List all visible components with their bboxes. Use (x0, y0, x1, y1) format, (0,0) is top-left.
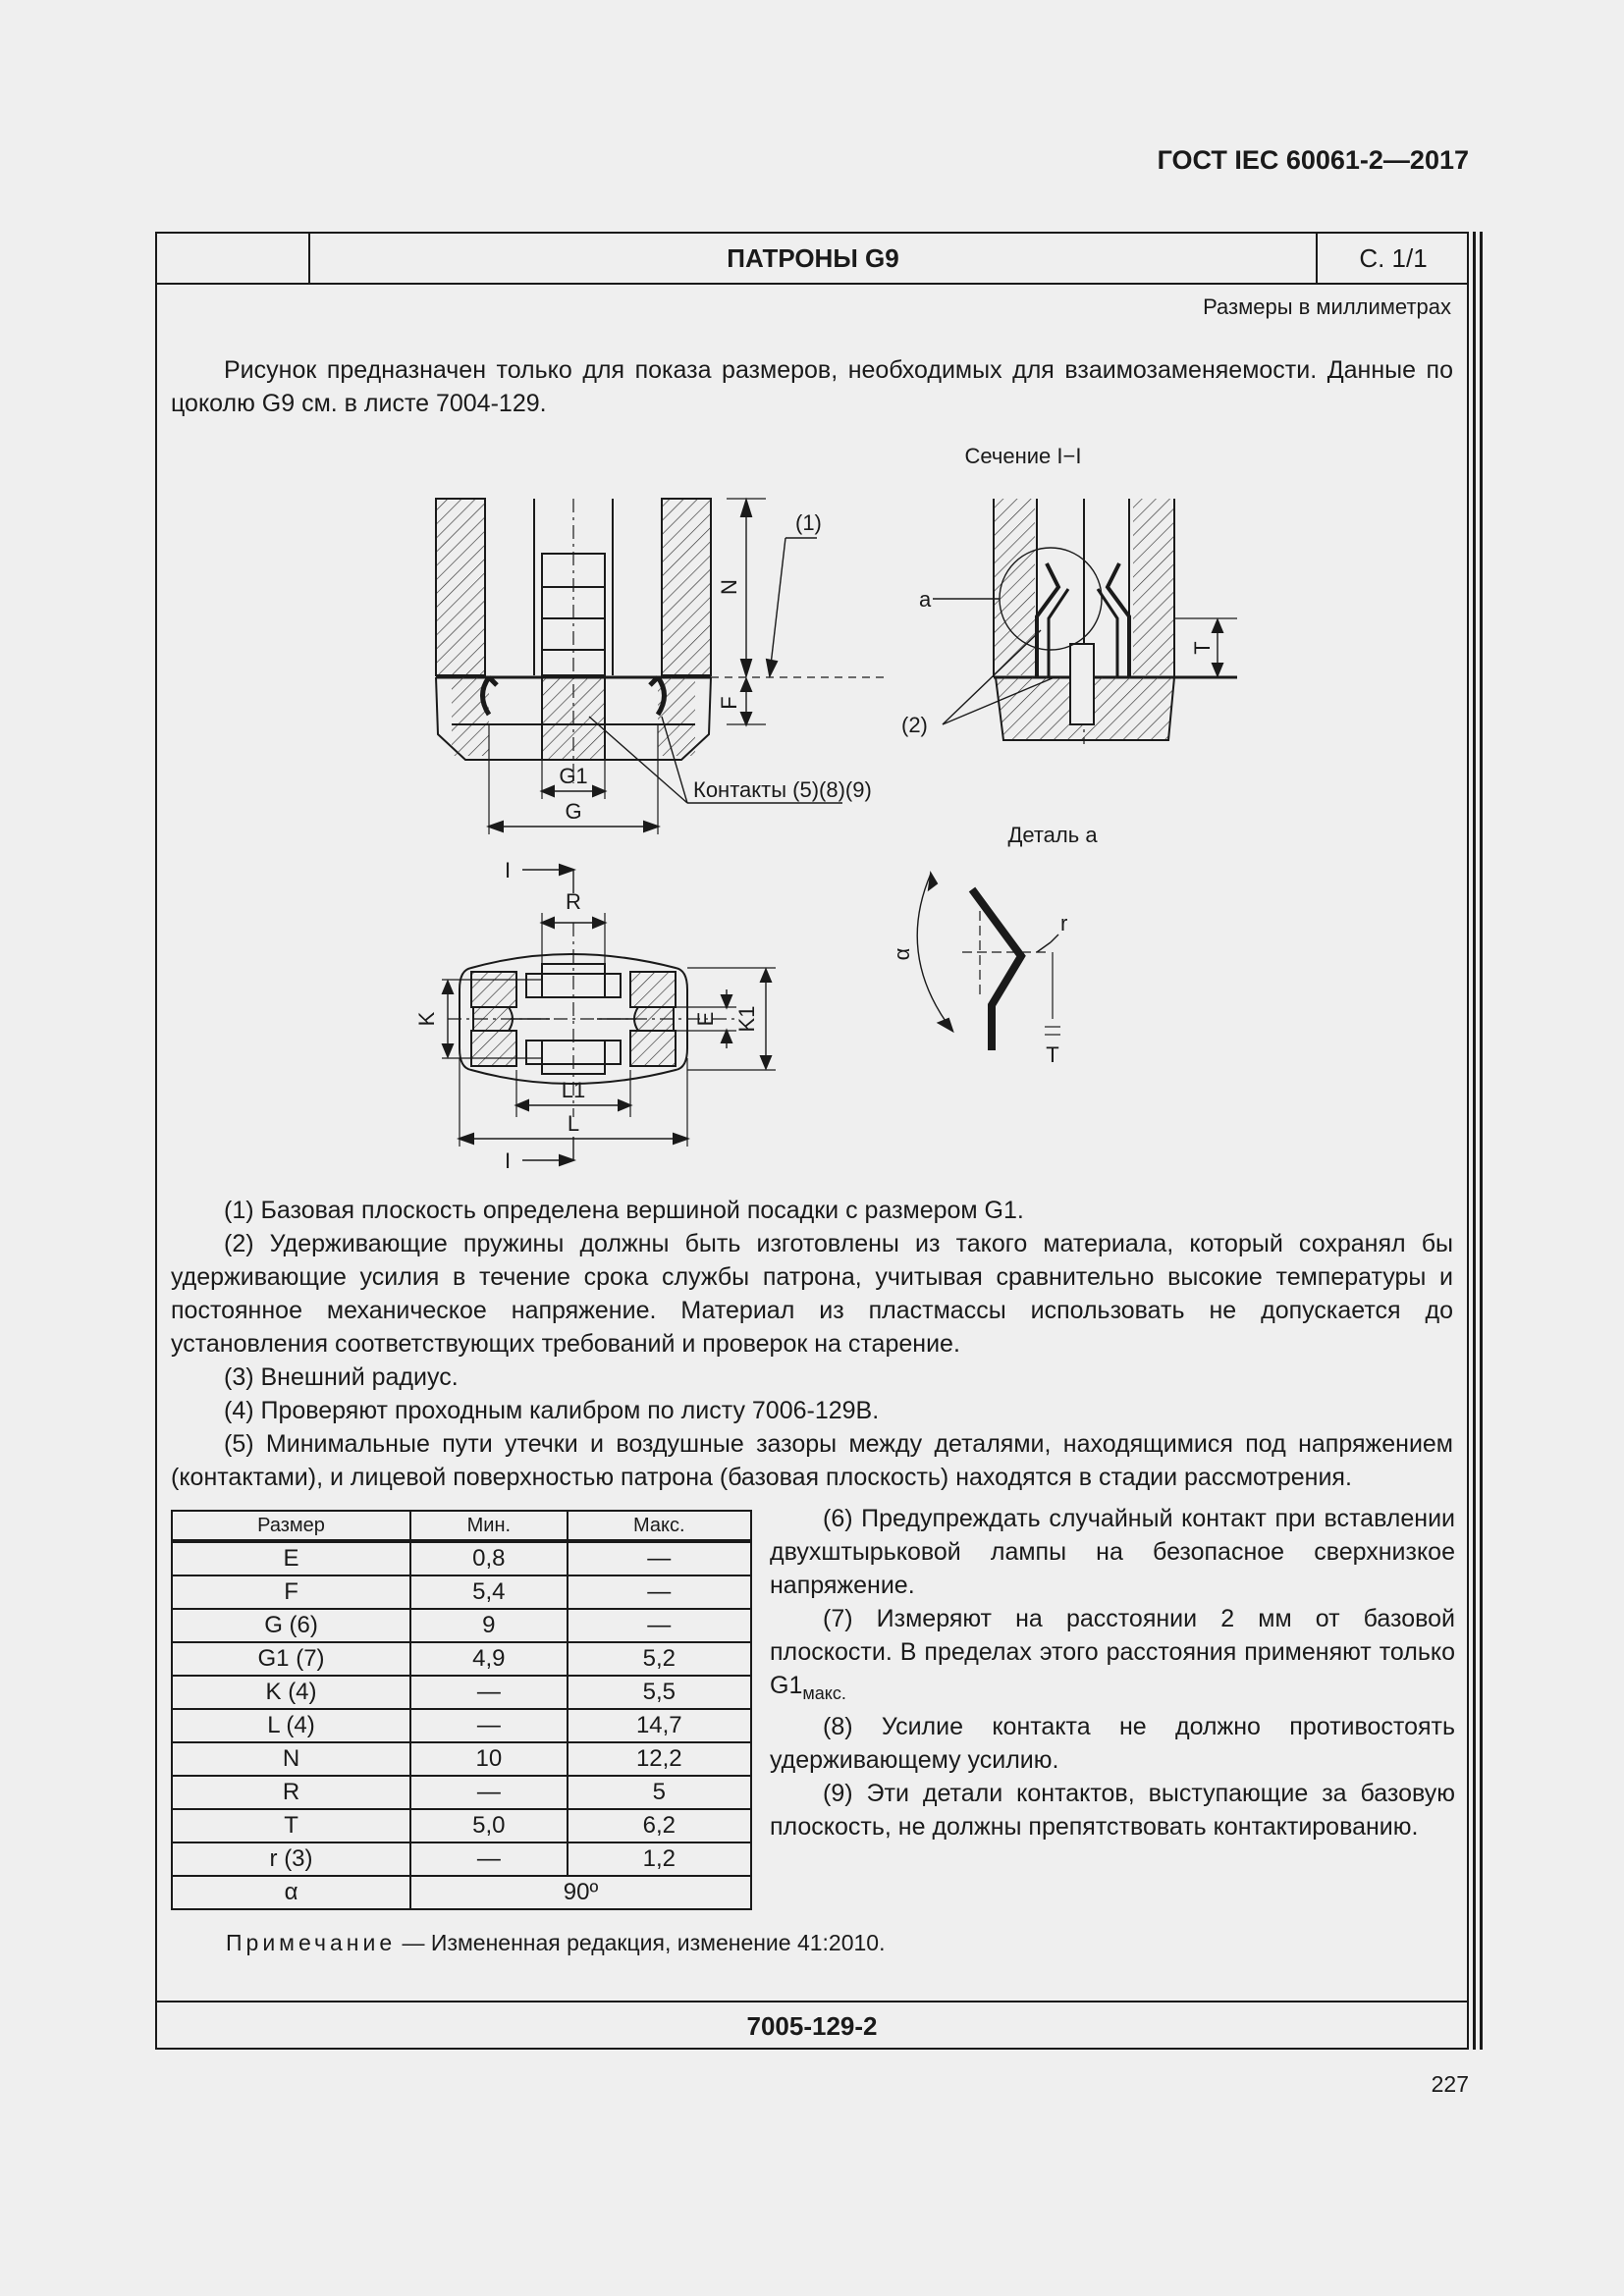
sheet-frame (155, 232, 1469, 2050)
detail-view (917, 874, 1060, 1050)
table-cell: 9 (410, 1609, 568, 1642)
intro-paragraph: Рисунок предназначен только для показа размеров, необходимых для взаимозаменяемости. Данные по цоколю G9 см. в листе 7004-129. (171, 356, 1453, 417)
table-cell: — (568, 1609, 751, 1642)
note-9: (9) Эти детали контактов, выступающие за базовую плоскость, не должны препятствовать контактированию. (770, 1780, 1455, 1841)
table-cell: R (172, 1776, 410, 1809)
table-cell: r (3) (172, 1842, 410, 1876)
note-5: (5) Минимальные пути утечки и воздушные зазоры между деталями, находящимися под напряжением (контактами), и лицевой поверхностью патрона (базовая плоскость) находятся в стадии рассмотрения. (171, 1430, 1453, 1491)
dim-label-F: F (717, 696, 741, 710)
dim-label-K1: K1 (734, 1005, 759, 1033)
table-row (172, 1575, 751, 1609)
dim-label-G: G (565, 799, 582, 824)
table-cell: — (410, 1676, 568, 1709)
table-row (172, 1842, 751, 1876)
dim-label-K: K (414, 1011, 439, 1027)
note-8: (8) Усилие контакта не должно противостоять удерживающему усилию. (770, 1713, 1455, 1774)
table-cell: L (4) (172, 1709, 410, 1742)
section-title: Сечение I−I (964, 444, 1082, 468)
footer-divider (157, 2001, 1467, 2002)
technical-drawing (157, 234, 1471, 1196)
ref-label-2: (2) (901, 713, 928, 737)
table-row (172, 1642, 751, 1676)
dim-label-G1: G1 (559, 764, 588, 788)
page-number: 227 (1431, 2071, 1469, 2097)
table-header-row (172, 1511, 751, 1541)
contacts-label: Контакты (5)(8)(9) (693, 777, 872, 802)
detail-label-T: T (1046, 1042, 1059, 1067)
section-view (933, 499, 1237, 744)
table-cell: 5 (568, 1776, 751, 1809)
note-7-subscript: макс. (802, 1683, 846, 1703)
note-7 (770, 1602, 1455, 1710)
sheet-title: ПАТРОНЫ G9 (310, 234, 1318, 283)
notes-block (171, 1194, 1453, 1494)
table-row (172, 1709, 751, 1742)
top-view (442, 865, 776, 1165)
table-header-cell: Мин. (410, 1511, 568, 1541)
note-4: (4) Проверяют проходным калибром по листу 7006-129B. (224, 1397, 880, 1424)
table-cell: — (410, 1776, 568, 1809)
table-cell: T (172, 1809, 410, 1842)
table-row (172, 1742, 751, 1776)
table-row (172, 1541, 751, 1575)
note-2: (2) Удерживающие пружины должны быть изготовлены из такого материала, который сохранял бы удерживающие усилия в течение срока службы патрона, учитывая сравнительно высокие температуры и постоянное механическое напряжение. Материал из пластмассы использовать не допускается до установления соответствующих требований и проверок на старение. (171, 1230, 1453, 1358)
detail-title: Деталь а (1007, 823, 1098, 847)
table-cell: E (172, 1541, 410, 1575)
table-cell: — (410, 1842, 568, 1876)
note-3: (3) Внешний радиус. (224, 1363, 459, 1391)
table-header-cell: Размер (172, 1511, 410, 1541)
table-cell: α (172, 1876, 410, 1909)
table-cell: 12,2 (568, 1742, 751, 1776)
table-row (172, 1609, 751, 1642)
table-cell: F (172, 1575, 410, 1609)
table-cell: 10 (410, 1742, 568, 1776)
table-cell: 5,4 (410, 1575, 568, 1609)
dim-label-L: L (567, 1111, 580, 1136)
right-notes-block (770, 1502, 1455, 1843)
table-cell: 5,2 (568, 1642, 751, 1676)
table-cell: 14,7 (568, 1709, 751, 1742)
units-note: Размеры в миллиметрах (1203, 294, 1451, 319)
dim-label-N: N (717, 579, 741, 595)
sheet-number: С. 1/1 (1359, 243, 1428, 273)
ref-label-1: (1) (795, 510, 822, 535)
detail-label-r: r (1060, 911, 1068, 935)
detail-ref-a: a (919, 587, 932, 612)
remark (226, 1930, 886, 1956)
detail-label-alpha: α (890, 947, 914, 961)
note-1: (1) Базовая плоскость определена вершиной посадки с размером G1. (224, 1197, 1024, 1224)
frame-edge-line (1473, 232, 1476, 2050)
frame-edge-line (1480, 232, 1483, 2050)
standard-code: ГОСТ IEC 60061-2—2017 (1157, 145, 1469, 175)
table-row (172, 1776, 751, 1809)
table-cell: — (410, 1709, 568, 1742)
table-cell: 4,9 (410, 1642, 568, 1676)
section-mark-bottom: I (505, 1148, 512, 1173)
table-cell: G (6) (172, 1609, 410, 1642)
table-row (172, 1676, 751, 1709)
table-cell: 90º (410, 1876, 751, 1909)
table-cell: 6,2 (568, 1809, 751, 1842)
table-cell: K (4) (172, 1676, 410, 1709)
note-6: (6) Предупреждать случайный контакт при вставлении двухштырьковой лампы на безопасное сверхнизкое напряжение. (770, 1505, 1455, 1599)
dim-label-T: T (1190, 641, 1215, 655)
dim-label-R: R (566, 889, 581, 914)
dim-label-E: E (693, 1011, 718, 1027)
section-mark-top: I (505, 858, 512, 882)
dim-label-L1: L1 (561, 1078, 586, 1102)
table-cell: — (568, 1541, 751, 1575)
table-cell: 5,5 (568, 1676, 751, 1709)
table-cell: 5,0 (410, 1809, 568, 1842)
table-header-cell: Макс. (568, 1511, 751, 1541)
table-cell: — (568, 1575, 751, 1609)
remark-text: — Измененная редакция, изменение 41:2010. (396, 1930, 886, 1955)
table-cell: 0,8 (410, 1541, 568, 1575)
table-cell: G1 (7) (172, 1642, 410, 1676)
table-cell: 1,2 (568, 1842, 751, 1876)
sheet-code: 7005-129-2 (746, 2011, 878, 2041)
note-7-text: (7) Измеряют на расстоянии 2 мм от базовой плоскости. В пределах этого расстояния применяют только G1 (770, 1605, 1455, 1699)
table-cell: N (172, 1742, 410, 1776)
dimensions-table (171, 1510, 752, 1910)
remark-label: Примечание (226, 1930, 397, 1955)
table-row (172, 1876, 751, 1909)
table-row (172, 1809, 751, 1842)
